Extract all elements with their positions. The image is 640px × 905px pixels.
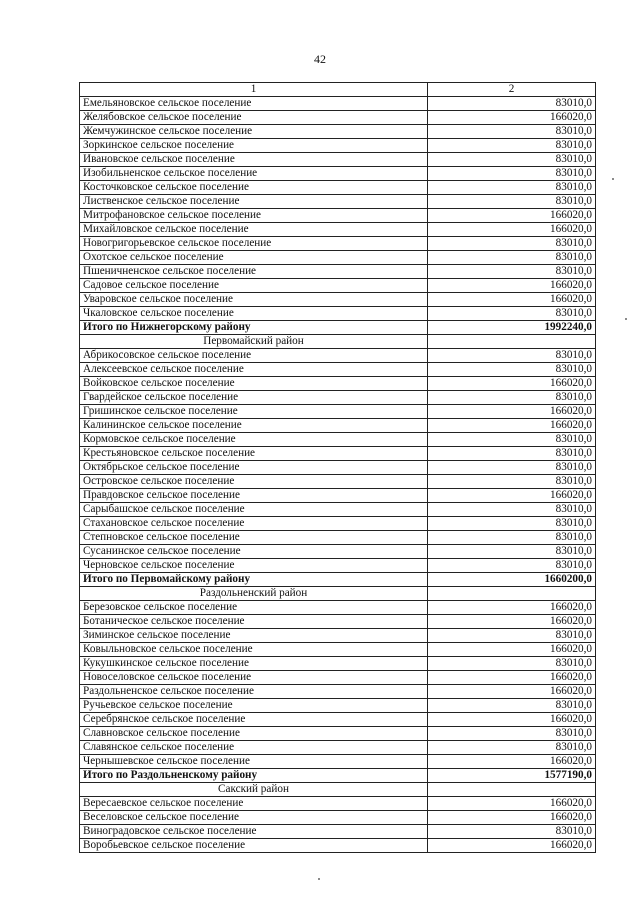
- settlement-amount: 83010,0: [428, 447, 596, 461]
- total-amount: 1992240,0: [428, 321, 596, 335]
- total-amount: 1660200,0: [428, 573, 596, 587]
- settlement-name: Ковыльновское сельское поселение: [80, 643, 428, 657]
- district-total-row: [80, 769, 596, 783]
- settlement-amount: 166020,0: [428, 839, 596, 853]
- settlement-amount: 83010,0: [428, 699, 596, 713]
- settlement-amount: 83010,0: [428, 153, 596, 167]
- settlement-amount: 83010,0: [428, 531, 596, 545]
- settlement-amount: 166020,0: [428, 209, 596, 223]
- settlement-name: Пшеничненское сельское поселение: [80, 265, 428, 279]
- settlement-amount: 166020,0: [428, 601, 596, 615]
- settlement-amount: 166020,0: [428, 713, 596, 727]
- settlement-name: Охотское сельское поселение: [80, 251, 428, 265]
- settlement-amount: 83010,0: [428, 461, 596, 475]
- district-empty-cell: [428, 335, 596, 349]
- settlement-amount: 83010,0: [428, 265, 596, 279]
- settlement-amount: 83010,0: [428, 517, 596, 531]
- settlement-name: Ивановское сельское поселение: [80, 153, 428, 167]
- table-row: [80, 97, 596, 111]
- table-row: [80, 629, 596, 643]
- settlement-name: Крестьяновское сельское поселение: [80, 447, 428, 461]
- settlement-name: Гвардейское сельское поселение: [80, 391, 428, 405]
- table-row: [80, 559, 596, 573]
- table-row: [80, 839, 596, 853]
- table-row: [80, 139, 596, 153]
- settlement-name: Серебрянское сельское поселение: [80, 713, 428, 727]
- table-row: [80, 657, 596, 671]
- settlement-amount: 83010,0: [428, 125, 596, 139]
- table-row: [80, 643, 596, 657]
- settlement-amount: 166020,0: [428, 419, 596, 433]
- table-row: [80, 377, 596, 391]
- page-number: 42: [314, 52, 326, 66]
- district-empty-cell: [428, 783, 596, 797]
- settlement-amount: 83010,0: [428, 657, 596, 671]
- district-empty-cell: [428, 587, 596, 601]
- settlement-amount: 166020,0: [428, 643, 596, 657]
- table-row: [80, 251, 596, 265]
- table-row: [80, 125, 596, 139]
- table-row: [80, 489, 596, 503]
- table-row: [80, 209, 596, 223]
- settlement-amount: 83010,0: [428, 727, 596, 741]
- settlement-amount: 83010,0: [428, 97, 596, 111]
- district-total-row: [80, 573, 596, 587]
- total-label: Итого по Нижнегорскому району: [80, 321, 428, 335]
- table-row: [80, 517, 596, 531]
- table-row: [80, 531, 596, 545]
- settlement-name: Ботаническое сельское поселение: [80, 615, 428, 629]
- settlement-amount: 83010,0: [428, 195, 596, 209]
- settlement-amount: 166020,0: [428, 111, 596, 125]
- settlement-amount: 166020,0: [428, 405, 596, 419]
- settlement-name: Емельяновское сельское поселение: [80, 97, 428, 111]
- table-row: [80, 433, 596, 447]
- settlement-amount: 83010,0: [428, 545, 596, 559]
- table-row: [80, 615, 596, 629]
- settlement-name: Новогригорьевское сельское поселение: [80, 237, 428, 251]
- table-row: [80, 755, 596, 769]
- district-name: Первомайский район: [80, 335, 428, 349]
- settlement-name: Зоркинское сельское поселение: [80, 139, 428, 153]
- scan-speck: [625, 318, 627, 320]
- settlement-name: Чернышевское сельское поселение: [80, 755, 428, 769]
- district-header-row: [80, 335, 596, 349]
- settlement-name: Черновское сельское поселение: [80, 559, 428, 573]
- settlement-name: Уваровское сельское поселение: [80, 293, 428, 307]
- district-name: Сакский район: [80, 783, 428, 797]
- settlement-name: Изобильненское сельское поселение: [80, 167, 428, 181]
- settlement-amount: 83010,0: [428, 433, 596, 447]
- settlement-name: Абрикосовское сельское поселение: [80, 349, 428, 363]
- table-header-row: [80, 83, 596, 97]
- table-row: [80, 419, 596, 433]
- settlement-amount: 83010,0: [428, 181, 596, 195]
- settlement-name: Косточковское сельское поселение: [80, 181, 428, 195]
- settlement-amount: 166020,0: [428, 223, 596, 237]
- district-total-row: [80, 321, 596, 335]
- table-row: [80, 405, 596, 419]
- settlement-amount: 166020,0: [428, 615, 596, 629]
- settlement-amount: 83010,0: [428, 741, 596, 755]
- settlement-name: Сусанинское сельское поселение: [80, 545, 428, 559]
- table-row: [80, 741, 596, 755]
- table-row: [80, 195, 596, 209]
- table-row: [80, 699, 596, 713]
- table-row: [80, 223, 596, 237]
- settlement-amount: 166020,0: [428, 489, 596, 503]
- settlement-amount: 83010,0: [428, 349, 596, 363]
- table-row: [80, 713, 596, 727]
- total-label: Итого по Раздольненскому району: [80, 769, 428, 783]
- table-row: [80, 461, 596, 475]
- settlement-name: Славянское сельское поселение: [80, 741, 428, 755]
- settlement-name: Стахановское сельское поселение: [80, 517, 428, 531]
- settlement-name: Сарыбашское сельское поселение: [80, 503, 428, 517]
- table-row: [80, 363, 596, 377]
- settlement-name: Зиминское сельское поселение: [80, 629, 428, 643]
- settlement-name: Михайловское сельское поселение: [80, 223, 428, 237]
- settlement-name: Островское сельское поселение: [80, 475, 428, 489]
- table-row: [80, 111, 596, 125]
- table-row: [80, 349, 596, 363]
- table-body: [80, 97, 596, 853]
- settlement-amount: 83010,0: [428, 503, 596, 517]
- table-row: [80, 475, 596, 489]
- settlement-amount: 166020,0: [428, 685, 596, 699]
- table-row: [80, 503, 596, 517]
- settlement-name: Алексеевское сельское поселение: [80, 363, 428, 377]
- settlement-name: Митрофановское сельское поселение: [80, 209, 428, 223]
- settlement-amount: 83010,0: [428, 363, 596, 377]
- settlement-amount: 83010,0: [428, 825, 596, 839]
- settlement-name: Кукушкинское сельское поселение: [80, 657, 428, 671]
- settlement-name: Кормовское сельское поселение: [80, 433, 428, 447]
- table-row: [80, 797, 596, 811]
- table-row: [80, 727, 596, 741]
- table-row: [80, 237, 596, 251]
- district-header-row: [80, 783, 596, 797]
- settlement-amount: 83010,0: [428, 167, 596, 181]
- settlement-name: Степновское сельское поселение: [80, 531, 428, 545]
- column-header-amount: 2: [428, 83, 596, 97]
- settlement-name: Правдовское сельское поселение: [80, 489, 428, 503]
- settlement-amount: 166020,0: [428, 797, 596, 811]
- settlement-amount: 83010,0: [428, 559, 596, 573]
- total-label: Итого по Первомайскому району: [80, 573, 428, 587]
- table-row: [80, 685, 596, 699]
- table-row: [80, 447, 596, 461]
- table-row: [80, 811, 596, 825]
- table-row: [80, 265, 596, 279]
- settlement-amount: 83010,0: [428, 139, 596, 153]
- scan-speck: [612, 178, 614, 180]
- settlement-name: Славновское сельское поселение: [80, 727, 428, 741]
- settlement-amount: 83010,0: [428, 475, 596, 489]
- table-row: [80, 307, 596, 321]
- settlement-amount: 83010,0: [428, 237, 596, 251]
- table-row: [80, 601, 596, 615]
- settlement-name: Новоселовское сельское поселение: [80, 671, 428, 685]
- settlement-name: Лиственское сельское поселение: [80, 195, 428, 209]
- settlement-name: Войковское сельское поселение: [80, 377, 428, 391]
- total-amount: 1577190,0: [428, 769, 596, 783]
- allocation-table: [79, 82, 596, 853]
- settlement-name: Гришинское сельское поселение: [80, 405, 428, 419]
- settlement-name: Веселовское сельское поселение: [80, 811, 428, 825]
- table-row: [80, 167, 596, 181]
- scan-speck: [318, 878, 320, 880]
- settlement-amount: 166020,0: [428, 755, 596, 769]
- settlement-amount: 166020,0: [428, 293, 596, 307]
- settlement-amount: 166020,0: [428, 811, 596, 825]
- table-row: [80, 545, 596, 559]
- district-header-row: [80, 587, 596, 601]
- table-row: [80, 671, 596, 685]
- settlement-name: Чкаловское сельское поселение: [80, 307, 428, 321]
- settlement-name: Вересаевское сельское поселение: [80, 797, 428, 811]
- table-row: [80, 293, 596, 307]
- settlement-name: Виноградовское сельское поселение: [80, 825, 428, 839]
- settlement-name: Желябовское сельское поселение: [80, 111, 428, 125]
- settlement-name: Воробьевское сельское поселение: [80, 839, 428, 853]
- table-row: [80, 279, 596, 293]
- settlement-amount: 83010,0: [428, 629, 596, 643]
- settlement-amount: 83010,0: [428, 307, 596, 321]
- table-row: [80, 153, 596, 167]
- settlement-name: Раздольненское сельское поселение: [80, 685, 428, 699]
- settlement-amount: 166020,0: [428, 377, 596, 391]
- settlement-amount: 83010,0: [428, 251, 596, 265]
- settlement-amount: 166020,0: [428, 671, 596, 685]
- settlement-name: Жемчужинское сельское поселение: [80, 125, 428, 139]
- district-name: Раздольненский район: [80, 587, 428, 601]
- settlement-name: Октябрьское сельское поселение: [80, 461, 428, 475]
- settlement-amount: 166020,0: [428, 279, 596, 293]
- table-row: [80, 181, 596, 195]
- table-row: [80, 825, 596, 839]
- settlement-name: Садовое сельское поселение: [80, 279, 428, 293]
- settlement-amount: 83010,0: [428, 391, 596, 405]
- settlement-name: Березовское сельское поселение: [80, 601, 428, 615]
- settlement-name: Ручьевское сельское поселение: [80, 699, 428, 713]
- settlement-name: Калининское сельское поселение: [80, 419, 428, 433]
- column-header-name: 1: [80, 83, 428, 97]
- table-row: [80, 391, 596, 405]
